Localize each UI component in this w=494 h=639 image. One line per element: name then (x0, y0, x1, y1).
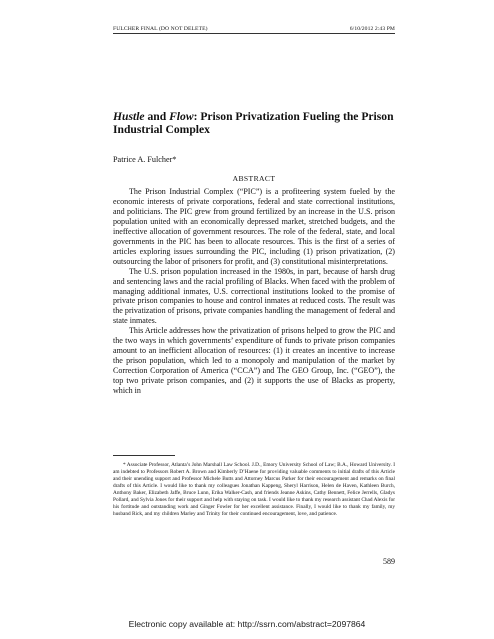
ssrn-watermark: Electronic copy available at: http://ssrn.com/abstract=2097864 (128, 619, 366, 629)
title-and: and (144, 110, 170, 123)
title-rest: : Prison Privatization Fueling the Prison Industrial Complex (113, 110, 394, 136)
author-footnote: * Associate Professor, Atlanta’s John Marshall Law School. J.D., Emory University School of Law; B.A., Howard University. I am indebted to Professors Robert A. Brown and Kimberly D’Haene for providing valuable comments to initial drafts of this Article and their unending support and Professor Michele Butts and Attorney Marcus Parker for their encouragement and remarks on final drafts of this Article. I would like to thank my colleagues Jonathan Kappeng, Sheryl Harrison, Helen de Haven, Kathleen Burch, Anthony Baker, Elizabeth Jaffe, Bruce Lunn, Erika Walker-Cash, and friends Jeanne Askins, Cathy Bennett, Felice Jerrells, Gladys Pollard, and Sylvia Jones for their support and help with staying on task. I would like to thank my research assistant Chad Alexis for his fortitude and outstanding work and Ginger Fowler for her excellent assistance. Finally, I would like to thank my family, my husband Rick, and my children Marley and Trinity for their continued encouragement, love, and patience. (113, 462, 395, 517)
running-header-left: FULCHER FINAL (DO NOT DELETE) (113, 26, 208, 32)
paragraph-3: This Article addresses how the privatization of prisons helped to grow the PIC and the two ways in which governments’ expenditure of funds to private prison companies amount to an inefficient allocation of resources: (1) it creates an incentive to increase the prison population, which led to a monopoly and manipulation of the market by Correction Corporation of America (“CCA”) and The GEO Group, Inc. (“GEO”), the top two private prison companies, and (2) it supports the use of Blacks as property, which in (113, 326, 395, 396)
running-header-date: 6/10/2012 2:43 PM (349, 26, 395, 32)
running-header (113, 26, 395, 34)
paragraph-1: The Prison Industrial Complex (“PIC”) is a profiteering system fueled by the economic interests of private corporations, federal and state correctional institutions, and politicians. The PIC grew from ground fertilized by an increase in the U.S. prison population united with an economically depressed market, stretched budgets, and the ineffective allocation of government resources. The role of the federal, state, and local governments in the PIC has been to allocate resources. This is the first of a series of articles exploring issues surrounding the PIC, including (1) prison privatization, (2) outsourcing the labor of prisoners for profit, and (3) constitutional misinterpretations. (113, 187, 395, 266)
author-name: Patrice A. Fulcher* (113, 155, 177, 164)
abstract-heading: ABSTRACT (232, 174, 276, 183)
article-title (113, 110, 395, 136)
page-number: 589 (383, 557, 395, 566)
abstract-body (113, 187, 395, 396)
paragraph-2: The U.S. prison population increased in the 1980s, in part, because of harsh drug and sentencing laws and the racial profiling of Blacks. When faced with the problem of managing additional inmates, U.S. correctional institutions looked to the promise of private prison companies to house and control inmates at reduced costs. The result was the privatization of prisons, private companies handling the management of federal and state inmates. (113, 266, 395, 326)
footnote-divider (113, 455, 175, 456)
title-italic-flow: Flow (169, 110, 194, 123)
title-italic-hustle: Hustle (113, 110, 145, 123)
